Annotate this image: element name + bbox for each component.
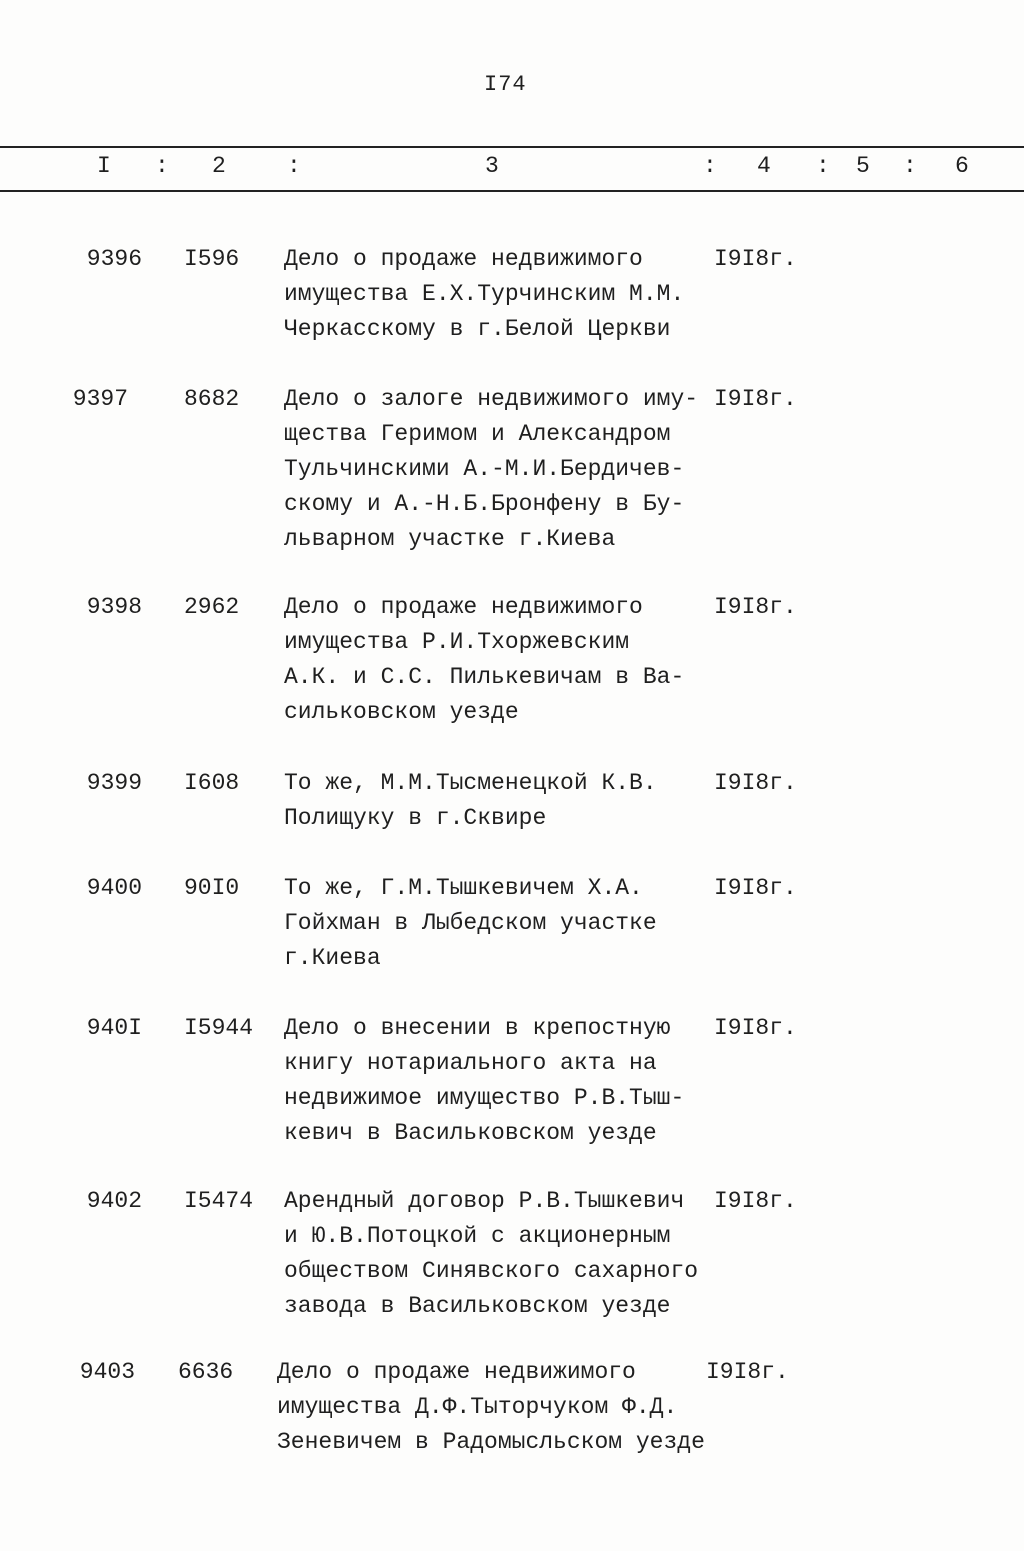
description-line: завода в Васильковском уезде bbox=[284, 1293, 671, 1319]
description-line: обществом Синявского сахарного bbox=[284, 1258, 699, 1284]
description-line: имущества Р.И.Тхоржевским bbox=[284, 629, 630, 655]
description-line: Дело о залоге недвижимого иму- bbox=[284, 386, 699, 412]
column-separator: : bbox=[703, 153, 717, 179]
description-line: имущества Е.Х.Турчинским М.М. bbox=[284, 281, 685, 307]
row-number: 9398 bbox=[86, 594, 142, 620]
row-code: I5474 bbox=[184, 1188, 254, 1214]
row-description bbox=[284, 1184, 698, 1324]
description-line: Дело о продаже недвижимого bbox=[284, 246, 643, 272]
row-code: I5944 bbox=[184, 1015, 254, 1041]
description-line: А.К. и С.С. Пилькевичам в Ва- bbox=[284, 664, 685, 690]
row-year: I9I8г. bbox=[714, 594, 797, 620]
column-separator: : bbox=[903, 153, 917, 179]
description-line: Дело о продаже недвижимого bbox=[277, 1359, 636, 1385]
row-description bbox=[284, 242, 684, 347]
page-number: I74 bbox=[484, 72, 527, 97]
description-line: Дело о продаже недвижимого bbox=[284, 594, 643, 620]
column-header-5: 5 bbox=[856, 153, 870, 179]
column-header-1: I bbox=[97, 153, 111, 179]
column-header-2: 2 bbox=[212, 153, 226, 179]
row-code: 6636 bbox=[178, 1359, 234, 1385]
description-line: Дело о внесении в крепостную bbox=[284, 1015, 671, 1041]
row-description bbox=[277, 1355, 705, 1460]
row-year: I9I8г. bbox=[714, 386, 797, 412]
description-line: и Ю.В.Потоцкой с акционерным bbox=[284, 1223, 671, 1249]
row-code: 90I0 bbox=[184, 875, 240, 901]
description-line: недвижимое имущество Р.В.Тыш- bbox=[284, 1085, 685, 1111]
description-line: Гойхман в Лыбедском участке bbox=[284, 910, 657, 936]
row-description bbox=[284, 1011, 684, 1151]
row-description bbox=[284, 382, 698, 557]
row-number: 9399 bbox=[86, 770, 142, 796]
description-line: имущества Д.Ф.Тыторчуком Ф.Д. bbox=[277, 1394, 678, 1420]
row-year: I9I8г. bbox=[714, 1015, 797, 1041]
row-number: 9396 bbox=[86, 246, 142, 272]
column-separator: : bbox=[816, 153, 830, 179]
row-number: 9403 bbox=[79, 1359, 135, 1385]
description-line: льварном участке г.Киева bbox=[284, 526, 616, 552]
description-line: сильковском уезде bbox=[284, 699, 519, 725]
header-rule-top bbox=[0, 146, 1024, 148]
description-line: книгу нотариального акта на bbox=[284, 1050, 657, 1076]
description-line: Тульчинскими А.-М.И.Бердичев- bbox=[284, 456, 685, 482]
column-separator: : bbox=[155, 153, 169, 179]
row-description bbox=[284, 871, 657, 976]
description-line: скому и А.-Н.Б.Бронфену в Бу- bbox=[284, 491, 685, 517]
row-year: I9I8г. bbox=[714, 246, 797, 272]
row-year: I9I8г. bbox=[706, 1359, 789, 1385]
row-code: I608 bbox=[184, 770, 240, 796]
row-description bbox=[284, 766, 657, 836]
row-code: 8682 bbox=[184, 386, 240, 412]
row-year: I9I8г. bbox=[714, 1188, 797, 1214]
description-line: Арендный договор Р.В.Тышкевич bbox=[284, 1188, 685, 1214]
row-number: 940I bbox=[86, 1015, 142, 1041]
description-line: Черкасскому в г.Белой Церкви bbox=[284, 316, 671, 342]
row-number: 9402 bbox=[86, 1188, 142, 1214]
description-line: Зеневичем в Радомысльском уезде bbox=[277, 1429, 705, 1455]
row-year: I9I8г. bbox=[714, 770, 797, 796]
description-line: кевич в Васильковском уезде bbox=[284, 1120, 657, 1146]
row-year: I9I8г. bbox=[714, 875, 797, 901]
row-code: I596 bbox=[184, 246, 240, 272]
row-number: 9400 bbox=[86, 875, 142, 901]
row-number: 9397 bbox=[72, 386, 128, 412]
row-code: 2962 bbox=[184, 594, 240, 620]
description-line: Полищуку в г.Сквире bbox=[284, 805, 547, 831]
column-header-3: 3 bbox=[485, 153, 499, 179]
column-separator: : bbox=[287, 153, 301, 179]
description-line: То же, М.М.Тысменецкой К.В. bbox=[284, 770, 657, 796]
description-line: То же, Г.М.Тышкевичем Х.А. bbox=[284, 875, 643, 901]
column-header-6: 6 bbox=[955, 153, 969, 179]
row-description bbox=[284, 590, 684, 730]
description-line: щества Геримом и Александром bbox=[284, 421, 671, 447]
description-line: г.Киева bbox=[284, 945, 381, 971]
header-rule-bottom bbox=[0, 190, 1024, 192]
column-header-4: 4 bbox=[757, 153, 771, 179]
